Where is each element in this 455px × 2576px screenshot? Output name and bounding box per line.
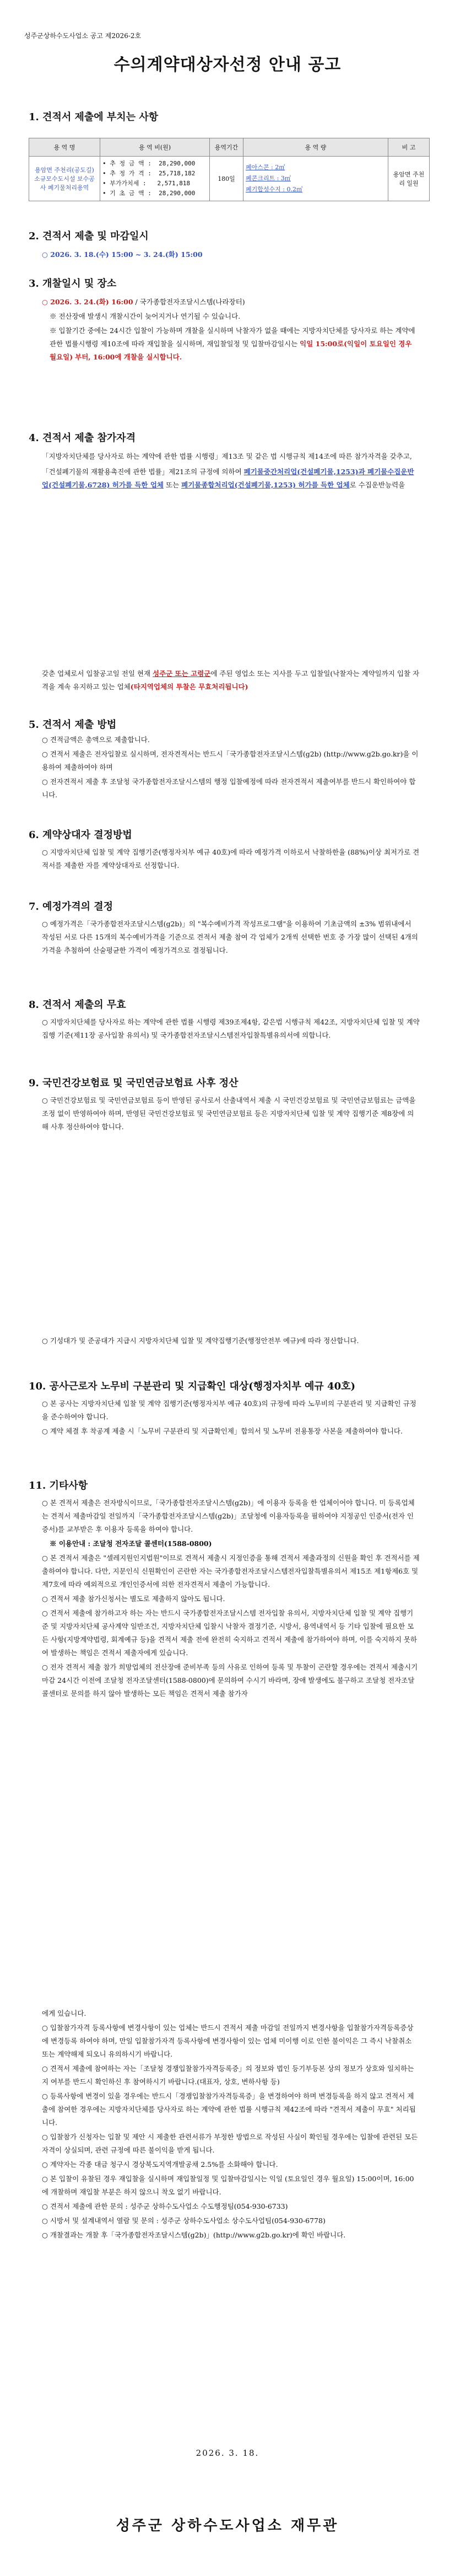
section-2-body bbox=[42, 248, 420, 261]
section-6-body bbox=[42, 846, 420, 873]
amount-line: • 기 초 금 액 : 28,290,000 bbox=[102, 190, 196, 197]
notice-number: 성주군상하수도사업소 공고 제2026-2호 bbox=[24, 32, 142, 40]
list-item: ○ 국민건강보험료 및 국민연금보험료 등이 반영된 공사로서 산출내역서 제출 시 국민건강보험료 및 국민연금보험료는 금액을 조정 없이 반영하여야 하며, 반영된 국민건강보험료 및 국민연금보험료 등은 지방자치단체 입찰 및 계약 집행기준 제8장에 의해 사후 정산하여야 합니다. bbox=[42, 1096, 416, 1131]
deadline-line: ○ 2026. 3. 18.(수) 15:00 ~ 3. 24.(화) 15:00 bbox=[42, 250, 203, 259]
header-note: 비 고 bbox=[388, 138, 430, 157]
list-item: ○ 전자견적서 제출 후 조달청 국가종합전자조달시스템의 행정 입찰예정에 따라 전자견적서 제출여부를 반드시 확인하여야 합니다. bbox=[42, 777, 416, 799]
quantity-line: 폐아스콘 : 2㎥ bbox=[246, 164, 285, 171]
list-item: ○ 기성대가 및 준공대가 지급시 지방자치단체 입찰 및 계약집행기준(행정안전부 예규)에 따라 정산합니다. bbox=[42, 1337, 359, 1345]
amount-cell bbox=[100, 157, 210, 201]
list-item: ○ 견적서 제출에 참가하고자 하는 자는 반드시 국가종합전자조달시스템 전자입찰 유의서, 지방자치단체 입찰 및 계약 집행기준 및 지방자치단체 공사계약 일반조건, 지방자치단체 입찰시 낙찰자 결정기준, 시방서, 용역내역서 등 기타 입찰에 필요한 모든 사항(지방계약법령, 회계예규 등)을 견적서 제출 전에 완전히 숙지하고 견적서 제출에 참가하여야 하며, 이를 숙지하지 못하여 발생하는 책임은 견적서 제출자에게 있습니다. bbox=[42, 1609, 418, 1657]
section-3-body bbox=[42, 296, 420, 365]
amount-line: • 추 정 금 액 : 28,290,000 bbox=[102, 160, 196, 167]
qualification-para-2: 「건설폐기물의 재활용촉진에 관한 법률」제21조의 규정에 의하여 폐기물중간처리업(건설폐기물,1253)과 폐기물수집운반업(건설폐기물,6728) 허가를 득한 업체 또는 폐기물종합처리업(건설폐기물,1253) 허가를 득한 업체로 수집운반능력을 bbox=[42, 468, 414, 489]
section-5-heading: 5. 견적서 제출 방법 bbox=[29, 719, 117, 731]
list-item: ○ 지방자치단체를 당사자로 하는 계약에 관한 법률 시행령 제39조제4항, 같은법 시행규칙 제42조, 지방자치단체 입찰 및 계약집행 기준(제11장 공사입찰 유의서) 및 국가종합전자조달시스템전자입찰특별유의서에 의합니다. bbox=[42, 1018, 420, 1039]
list-item: ○ 견적서 제출에 참여하는 자는「조달청 경쟁입찰참가자격등록증」의 정보와 법인 등기부등본 상의 정보가 상호와 일치하는지 여부를 반드시 확인하신 후 참여하시기 바랍니다.(대표자, 상호, 변하사항 등) bbox=[42, 2064, 414, 2086]
opening-datetime: ○ 2026. 3. 24.(화) 16:00 bbox=[42, 298, 133, 306]
note-line: ※ 입찰기간 중에는 24시간 입찰이 가능하며 개찰을 실시하며 낙찰자가 없을 때에는 지방자치단체를 당사자로 하는 계약에 관한 법률시행령 제10조에 따라 재입찰을 실시하며, 재입찰일정 및 입찰마감일시는 익일 15:00로(익일이 토요일인 경우 월요일) 부터, 16:00에 개찰을 실시합니다. bbox=[50, 326, 415, 361]
list-item: ○ 입찰참가자격 등록사항에 변경사항이 있는 업체는 반드시 견적서 제출 마감일 전일까지 변경사항을 입찰참가자격등록증상에 변경등록 하여야 하며, 만일 입찰참가자격 등록사항에 변경사항이 있는 업체 미이행 이로 인한 불이익은 그 즉시 낙찰취소 또는 계약해제 되오니 유의하시기 바랍니다. bbox=[42, 2024, 414, 2058]
section-9-heading: 9. 국민건강보험료 및 국민연금보험료 사후 정산 bbox=[29, 1077, 239, 1089]
header-quantity: 용 역 량 bbox=[243, 138, 388, 157]
list-item: ○ 입찰참가 신청자는 입찰 및 제안 시 제출한 관련서류가 부정한 방법으로 작성된 사실이 확인될 경우에는 입찰에 관련된 모든 자격이 상실되며, 관련 규정에 따른 불이익을 받게 됩니다. bbox=[42, 2133, 418, 2154]
list-item: ○ 본 공사는 지방자치단체 입찰 및 계약 집행기준(행정자치부 예규 40호)의 규정에 따라 노무비의 구분관리 및 지급확인 규정을 준수하여야 합니다. bbox=[42, 1399, 416, 1421]
list-item: ○ 시방서 및 설계내역서 열람 및 문의 : 성주군 상하수도사업소 상수도사업팀(054-930-6778) bbox=[42, 2217, 326, 2225]
list-item: ○ 지방자치단체 입찰 및 계약 집행기준(행정자치부 예규 40호)에 따라 예정가격 이하로서 낙찰하한율 (88%)이상 최저가로 견적서를 제출한 자를 계약상대자로 선정합니다. bbox=[42, 848, 420, 870]
list-item: ○ 견적금액은 총액으로 제출합니다. bbox=[42, 736, 150, 744]
opening-place: / 국가종합전자조달시스템(나라장터) bbox=[133, 298, 245, 306]
list-item: ○ 전자 견적서 제출 참가 희망업체의 전산장애 준비부족 등의 사유로 인하여 등록 및 투찰이 곤란할 경우에는 견적서 제출시기 마감 24시간 이전에 조달청 전자조달센터(1588-0800)에 문의하여 수시기 바라며, 장애 발생에도 불구하고 조달청 전자조달 콜센터로 문의를 하지 않아 발생하는 모든 책임은 견적서 제출 참가자 bbox=[42, 1663, 418, 1698]
section-8-body bbox=[42, 1016, 420, 1043]
section-5-body bbox=[42, 733, 420, 803]
list-item: ○ 본 견적서 제출은 전자방식이므로,「국가종합전자조달시스템(g2b)」에 이용자 등록을 한 업체이어야 합니다. 미 등록업체는 견적서 제출마감일 전일까지「국가종합전자조달시스템(g2b)」조달청에 이용자등록을 필하여야 지정공인 인증서(전자 인증서)를 교부받은 후 이용자 등록을 하여야 합니다. bbox=[42, 1499, 415, 1533]
amount-line: • 추 정 가 격 : 25,718,182 bbox=[102, 170, 196, 177]
header-amount: 용 역 비(원) bbox=[100, 138, 210, 157]
section-10-body bbox=[42, 1397, 420, 1439]
list-item: ※ 이용안내 : 조달청 전자조달 콜센터(1588-0800) bbox=[50, 1539, 212, 1548]
section-3-heading: 3. 개찰일시 및 장소 bbox=[29, 278, 117, 289]
list-item: ○ 계약자는 각종 대금 청구시 경상북도지역개발공채 2.5%를 소화해야 합니다. bbox=[42, 2160, 278, 2169]
service-name: 용암면 주천리(공도길) 소규모수도시설 보수공사 폐기물처리용역 bbox=[29, 157, 100, 201]
list-item: ○ 견적서 제출에 관한 문의 : 성주군 상하수도사업소 수도행정팀(054-930-6733) bbox=[42, 2202, 288, 2210]
note-line: ※ 전산장애 발생시 개찰시간이 늦어지거나 연기될 수 있습니다. bbox=[50, 312, 241, 320]
section-9-body bbox=[42, 1094, 420, 1135]
section-2-heading: 2. 견적서 제출 및 마감일시 bbox=[29, 230, 149, 242]
list-item: ○ 견적서 제출 참가신청서는 별도로 제출하지 않아도 됩니다. bbox=[42, 1595, 225, 1603]
note-cell: 용암면 주천리 일원 bbox=[388, 157, 430, 201]
section-11-body bbox=[42, 1496, 420, 1702]
section-4-heading: 4. 견적서 제출 참가자격 bbox=[29, 432, 136, 444]
section-10-heading: 10. 공사근로자 노무비 구분관리 및 지급확인 대상(행정자치부 예규 40호) bbox=[29, 1381, 356, 1392]
table-row bbox=[29, 157, 430, 201]
list-item: ○ 예정가격은「국가종합전자조달시스템(g2b)」의 "복수예비가격 작성프로그램"을 이용하여 기초금액의 ±3% 범위내에서 작성된 서로 다른 15개의 복수예비가격을 기준으로 견적서 제출 참여 각 업체가 2개씩 선택한 번호 중 가장 많이 선택된 4개의 가격을 추첨하여 산술평균한 가격이 예정가격으로 결정됩니다. bbox=[42, 920, 418, 954]
section-4-body bbox=[42, 450, 420, 492]
section-4-continued bbox=[42, 667, 420, 694]
quantity-line: 폐콘크리트 : 3㎥ bbox=[246, 175, 291, 182]
list-item: ○ 본 견적서 제출은 "셀레지원인지법원"이므로 견적서 제출시 지정인증을 통해 견적서 제출과정의 신원을 확인 후 견적서를 제출하여야 합니다. 다만, 지문인식 신원확인이 곤란한 자는 국가종합전자조달시스템전자입찰특별유의서 제15조 제1항제6호 및 제7호에 따라 예외적으로 개인인증서에 의한 전자견적서 제출이 가능합니다. bbox=[42, 1554, 420, 1588]
amount-line: • 부가가치세 : 2,571,818 bbox=[102, 180, 191, 187]
section-11-continued bbox=[42, 2007, 420, 2243]
header-name: 용 역 명 bbox=[29, 138, 100, 157]
quantity-cell bbox=[243, 157, 388, 201]
section-8-heading: 8. 견적서 제출의 무효 bbox=[29, 999, 126, 1011]
qualification-para-3: 갖춘 업체로서 입찰공고일 전일 현재 성주군 또는 고령군에 주된 영업소 또는 지사를 두고 입찰일(낙찰자는 계약일까지 입찰 자격을 계속 유지하고 있는 업체(타지역업체의 투찰은 무효처리됩니다) bbox=[42, 669, 420, 691]
list-item: 에게 있습니다. bbox=[42, 2009, 86, 2017]
list-item: ○ 계약 체결 후 착공계 제출 시「노무비 구분관리 및 지급확인제」합의서 및 노무비 전용통장 사본을 제출하여야 합니다. bbox=[42, 1427, 403, 1435]
section-1-heading: 1. 견적서 제출에 부치는 사항 bbox=[29, 111, 159, 123]
service-table bbox=[29, 138, 430, 201]
list-item: ○ 개찰결과는 개찰 후「국가종합전자조달시스템(g2b)」(http://www.g2b.go.kr)에 확인 바랍니다. bbox=[42, 2231, 346, 2239]
issue-date: 2026. 3. 18. bbox=[196, 2448, 259, 2458]
section-11-heading: 11. 기타사항 bbox=[29, 1480, 88, 1491]
list-item: ○ 등록사항에 변경이 있을 경우에는 반드시「경쟁입찰참가자격등록증」을 변경하여야 하며 변경등록을 하지 않고 견적서 제출에 참여한 경우에는 지방자치단체를 당사자로 하는 계약에 관한 법률 시행규칙 제42조에 따라 "견적서 제출이 무효" 처리됩니다. bbox=[42, 2092, 416, 2127]
section-7-heading: 7. 예정가격의 결정 bbox=[29, 901, 113, 913]
qualification-para-1: 「지방자치단체를 당사자로 하는 계약에 관한 법률 시행령」제13조 및 같은 법 시행규칙 제14조에 따른 참가자격을 갖추고, bbox=[42, 452, 412, 460]
issuer-name: 성주군 상하수도사업소 재무관 bbox=[116, 2518, 339, 2534]
header-period: 용역기간 bbox=[210, 138, 243, 157]
period-cell: 180일 bbox=[210, 157, 243, 201]
page-title: 수의계약대상자선정 안내 공고 bbox=[113, 55, 342, 74]
section-6-heading: 6. 계약상대자 결정방법 bbox=[29, 829, 132, 841]
section-9-continued bbox=[42, 1334, 420, 1349]
quantity-line: 폐기합성수지 : 0.2㎥ bbox=[246, 186, 302, 193]
opening-line bbox=[42, 296, 420, 309]
list-item: ○ 본 입찰이 유찰된 경우 재입찰을 실시하며 재입찰일정 및 입찰마감일시는 익일 (토요일인 경우 월요일) 15:00이며, 16:00에 개찰하며 재입찰 부분은 하지 않으니 착오 없기 바랍니다. bbox=[42, 2175, 414, 2196]
section-7-body bbox=[42, 917, 420, 958]
list-item: ○ 견적서 제출은 전자입찰로 실시하며, 전자견적서는 반드시「국가종합전자조달시스템(g2b) (http://www.g2b.go.kr)을 이용하여 제출하여야 하며 bbox=[42, 750, 419, 771]
